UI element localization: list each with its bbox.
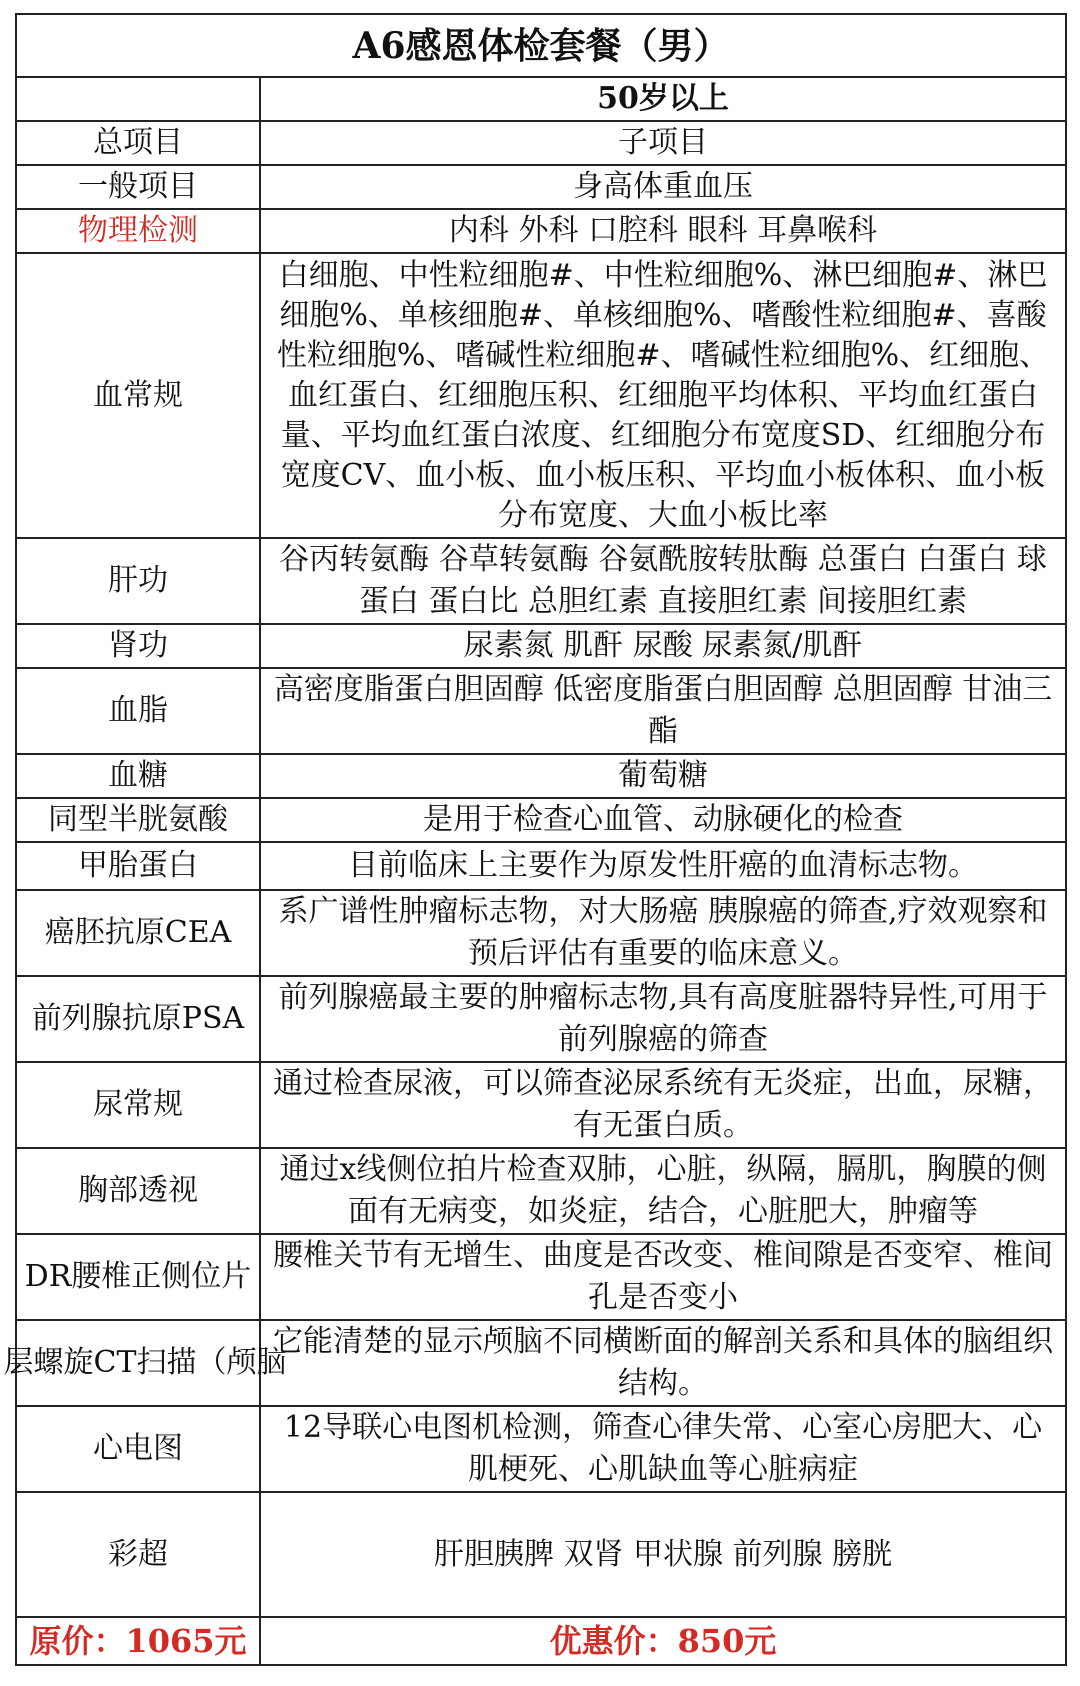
- table-row: [16, 624, 1066, 668]
- item-name: DR腰椎正侧位片: [16, 1234, 260, 1320]
- item-detail: 通过检查尿液，可以筛查泌尿系统有无炎症，出血，尿糖，有无蛋白质。: [260, 1062, 1066, 1148]
- package-table: [3, 13, 1067, 1666]
- subtitle-row: [16, 77, 1066, 121]
- item-name: 一般项目: [16, 165, 260, 209]
- item-detail: 它能清楚的显示颅脑不同横断面的解剖关系和具体的脑组织结构。: [260, 1320, 1066, 1406]
- header-row: [16, 121, 1066, 165]
- table-row: [16, 1320, 1066, 1406]
- item-name: 肝功: [16, 538, 260, 624]
- original-price: 原价：1065元: [16, 1617, 260, 1665]
- item-detail: 前列腺癌最主要的肿瘤标志物,具有高度脏器特异性,可用于前列腺癌的筛查: [260, 976, 1066, 1062]
- item-detail: 12导联心电图机检测，筛查心律失常、心室心房肥大、心肌梗死、心肌缺血等心脏病症: [260, 1406, 1066, 1492]
- table-row: [16, 538, 1066, 624]
- item-detail: 肝胆胰脾 双肾 甲状腺 前列腺 膀胱: [260, 1492, 1066, 1617]
- table-row: [16, 798, 1066, 842]
- table-row: [16, 1492, 1066, 1617]
- table-row: [16, 976, 1066, 1062]
- table-row: [16, 842, 1066, 890]
- table-row: [16, 1234, 1066, 1320]
- discount-price: 优惠价：850元: [260, 1617, 1066, 1665]
- table-row: [16, 1062, 1066, 1148]
- item-name: 心电图: [16, 1406, 260, 1492]
- item-detail: 身高体重血压: [260, 165, 1066, 209]
- table-row: [16, 165, 1066, 209]
- table-row: [16, 890, 1066, 976]
- item-name: 彩超: [16, 1492, 260, 1617]
- item-name: 血糖: [16, 754, 260, 798]
- item-name: 同型半胱氨酸: [16, 798, 260, 842]
- item-name: 癌胚抗原CEA: [16, 890, 260, 976]
- table-row: [16, 1406, 1066, 1492]
- item-name-highlighted: 物理检测: [16, 209, 260, 253]
- item-detail: 葡萄糖: [260, 754, 1066, 798]
- table-row: [16, 668, 1066, 754]
- subtitle-empty-cell: [16, 77, 260, 121]
- item-detail: 目前临床上主要作为原发性肝癌的血清标志物。: [260, 842, 1066, 890]
- title-row: [16, 14, 1066, 77]
- item-name: 血常规: [16, 253, 260, 538]
- header-item: 总项目: [16, 121, 260, 165]
- item-name: 甲胎蛋白: [16, 842, 260, 890]
- package-title: A6感恩体检套餐（男）: [16, 14, 1066, 77]
- item-detail: 白细胞、中性粒细胞#、中性粒细胞%、淋巴细胞#、淋巴细胞%、单核细胞#、单核细胞%、嗜酸性粒细胞#、喜酸性粒细胞%、嗜碱性粒细胞#、嗜碱性粒细胞%、红细胞、血红蛋白、红细胞压积、红细胞平均体积、平均血红蛋白量、平均血红蛋白浓度、红细胞分布宽度SD、红细胞分布宽度CV、血小板、血小板压积、平均血小板体积、血小板分布宽度、大血小板比率: [260, 253, 1066, 538]
- item-detail: 是用于检查心血管、动脉硬化的检查: [260, 798, 1066, 842]
- table-row: [16, 209, 1066, 253]
- age-group: 50岁以上: [260, 77, 1066, 121]
- item-detail: 尿素氮 肌酐 尿酸 尿素氮/肌酐: [260, 624, 1066, 668]
- package-sheet: [3, 13, 1065, 1666]
- item-name-cell: [3, 1320, 287, 1406]
- price-row: [16, 1617, 1066, 1665]
- item-detail: 通过x线侧位拍片检查双肺，心脏，纵隔，膈肌，胸膜的侧面有无病变，如炎症，结合，心脏肥大，肿瘤等: [260, 1148, 1066, 1234]
- header-detail: 子项目: [260, 121, 1066, 165]
- item-detail: 系广谱性肿瘤标志物，对大肠癌 胰腺癌的筛查,疗效观察和预后评估有重要的临床意义。: [260, 890, 1066, 976]
- item-detail: 谷丙转氨酶 谷草转氨酶 谷氨酰胺转肽酶 总蛋白 白蛋白 球蛋白 蛋白比 总胆红素 直接胆红素 间接胆红素: [260, 538, 1066, 624]
- item-detail: 腰椎关节有无增生、曲度是否改变、椎间隙是否变窄、椎间孔是否变小: [260, 1234, 1066, 1320]
- table-row: [16, 253, 1066, 538]
- item-name: 胸部透视: [16, 1148, 260, 1234]
- item-detail: 内科 外科 口腔科 眼科 耳鼻喉科: [260, 209, 1066, 253]
- item-detail: 高密度脂蛋白胆固醇 低密度脂蛋白胆固醇 总胆固醇 甘油三酯: [260, 668, 1066, 754]
- item-name: 前列腺抗原PSA: [16, 976, 260, 1062]
- item-name: 尿常规: [16, 1062, 260, 1148]
- item-name: 血脂: [16, 668, 260, 754]
- item-name: 肾功: [16, 624, 260, 668]
- item-name: 层螺旋CT扫描（颅脑: [3, 1345, 287, 1380]
- table-row: [16, 1148, 1066, 1234]
- table-row: [16, 754, 1066, 798]
